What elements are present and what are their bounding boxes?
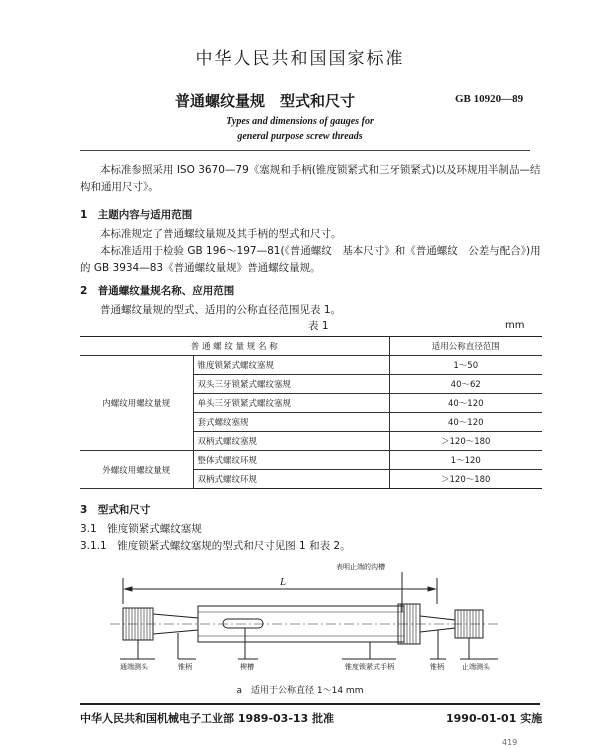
group-external: 外螺纹用螺纹量规 — [80, 451, 193, 489]
english-title-line-2: general purpose screw threads — [237, 131, 363, 142]
group-internal: 内螺纹用螺纹量规 — [80, 356, 193, 451]
gauge-table — [80, 336, 542, 489]
english-title-line-1: Types and dimensions of gauges for — [226, 116, 374, 127]
figure-label-taper-shank: 锥柄 — [178, 663, 192, 671]
page-title: 普通螺纹量规 型式和尺寸 — [175, 92, 356, 110]
section-3-heading: 3 型式和尺寸 — [80, 504, 151, 516]
table-header-row — [80, 337, 542, 356]
table-caption: 表 1 — [308, 320, 329, 332]
row-name: 双柄式螺纹环规 — [193, 470, 389, 489]
row-name: 套式螺纹塞规 — [193, 413, 389, 432]
footer-divider — [80, 703, 540, 705]
figure-label-groove: 表明止端的沟槽 — [336, 563, 385, 571]
footer-approval: 中华人民共和国机械电子工业部 1989-03-13 批准 — [80, 712, 335, 725]
row-name: 双头三牙锁紧式螺纹塞规 — [193, 375, 389, 394]
header-range: 适用公称直径范围 — [389, 337, 542, 356]
header-name: 普 通 螺 纹 量 规 名 称 — [80, 337, 389, 356]
row-range: 40～120 — [389, 394, 542, 413]
row-range: ＞120～180 — [389, 470, 542, 489]
footer-implementation: 1990-01-01 实施 — [446, 712, 543, 725]
row-name: 双柄式螺纹塞规 — [193, 432, 389, 451]
row-range: 40～62 — [389, 375, 542, 394]
standard-title: 中华人民共和国国家标准 — [195, 49, 405, 69]
intro-line-1: 本标准参照采用 ISO 3670—79《塞规和手柄(锥度锁紧式和三牙锁紧式)以及环规用半制品—结 — [100, 164, 541, 176]
table-row — [80, 356, 542, 375]
dimension-l-label: L — [280, 576, 287, 588]
header-divider — [80, 150, 530, 151]
gauge-drawing — [80, 556, 540, 678]
row-range: 40～120 — [389, 413, 542, 432]
section-1-para-2a: 本标准适用于检验 GB 196～197—81(《普通螺纹 基本尺寸》和《普通螺纹 公差与配合》)用 — [100, 245, 541, 257]
english-title — [0, 114, 600, 144]
section-1-para-1: 本标准规定了普通螺纹量规及其手柄的型式和尺寸。 — [100, 228, 342, 240]
intro-line-2: 构和通用尺寸》。 — [80, 181, 159, 193]
table-row — [80, 451, 542, 470]
figure-label-handle: 锥度锁紧式手柄 — [345, 663, 394, 671]
row-name: 整体式螺纹环规 — [193, 451, 389, 470]
page-number: 419 — [502, 738, 518, 747]
figure-label-wedge-slot: 楔槽 — [240, 663, 254, 671]
section-2-para-1: 普通螺纹量规的型式、适用的公称直径范围见表 1。 — [100, 304, 342, 316]
subsection-3-1-1: 3.1.1 锥度锁紧式螺纹塞规的型式和尺寸见图 1 和表 2。 — [80, 540, 351, 552]
row-name: 锥度锁紧式螺纹塞规 — [193, 356, 389, 375]
row-range: 1～120 — [389, 451, 542, 470]
figure-label-nogo-head: 止端测头 — [462, 663, 490, 671]
subsection-3-1: 3.1 锥度锁紧式螺纹塞规 — [80, 523, 202, 535]
row-range: 1～50 — [389, 356, 542, 375]
table-unit: mm — [505, 320, 525, 331]
section-1-heading: 1 主题内容与适用范围 — [80, 209, 193, 221]
section-2-heading: 2 普通螺纹量规名称、应用范围 — [80, 285, 235, 297]
row-range: ＞120～180 — [389, 432, 542, 451]
figure-label-taper-shank-2: 锥柄 — [430, 663, 444, 671]
row-name: 单头三牙锁紧式螺纹塞规 — [193, 394, 389, 413]
standard-code: GB 10920—89 — [455, 93, 524, 105]
figure-label-go-head: 通端测头 — [120, 663, 148, 671]
figure-caption: a 适用于公称直径 1～14 mm — [236, 686, 364, 696]
section-1-para-2b: 的 GB 3934—83《普通螺纹量规》普通螺纹量规。 — [80, 262, 321, 274]
